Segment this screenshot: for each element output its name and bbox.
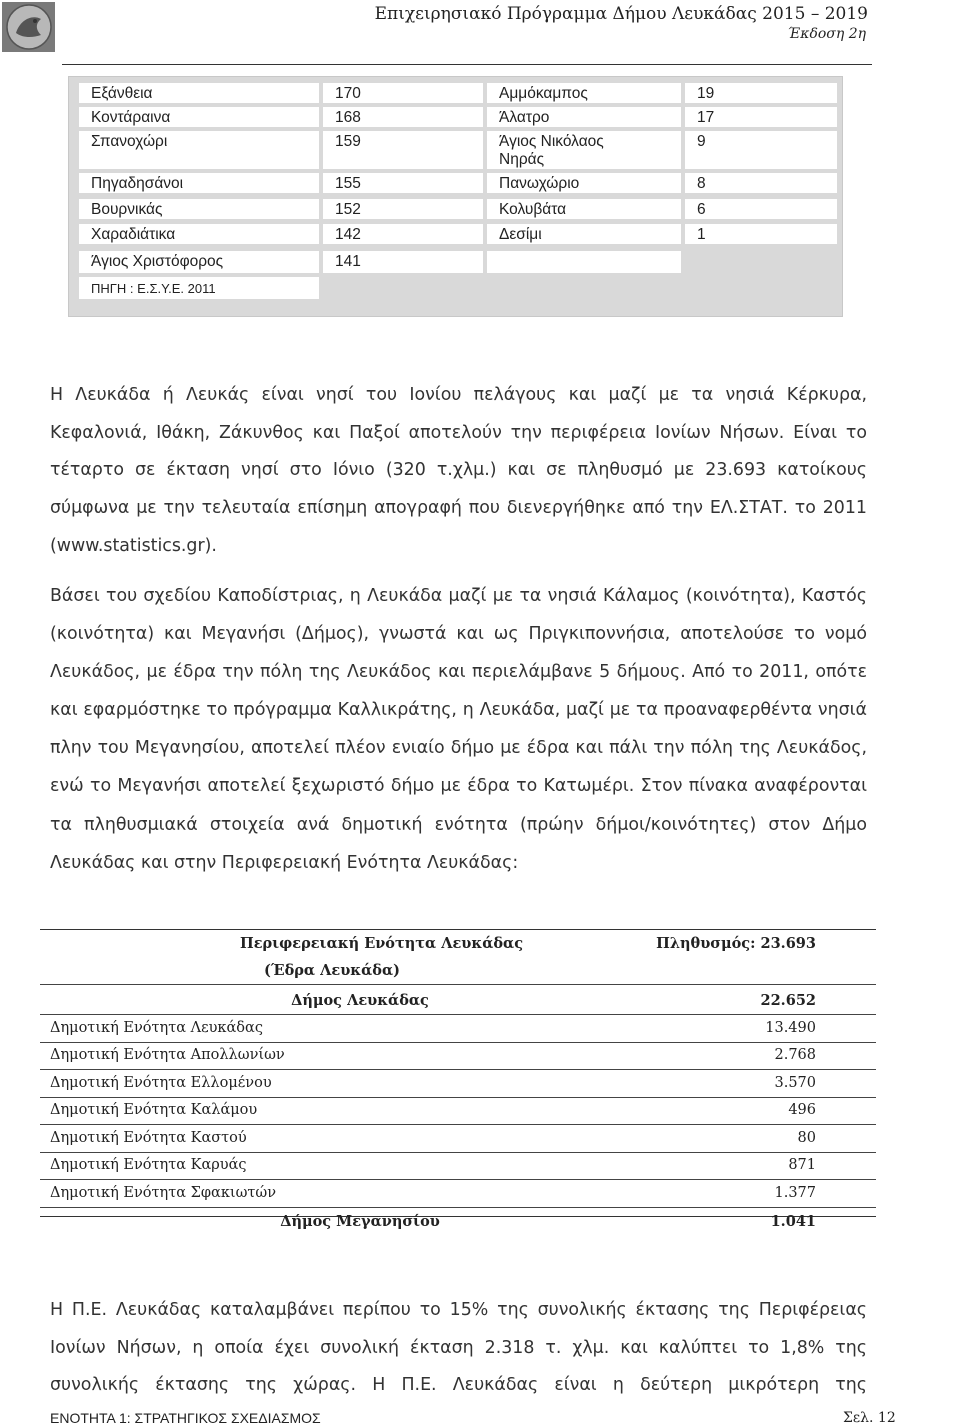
settlement-population: 19 [685,83,837,103]
municipality-meganisi-value: 1.041 [770,1213,816,1230]
unit-row [40,1180,876,1208]
coin-logo [2,2,55,52]
unit-name: Δημοτική Ενότητα Καρυάς [50,1157,247,1173]
settlement-name: Χαραδιάτικα [79,224,319,244]
unit-value: 2.768 [774,1047,816,1063]
settlement-name: Δεσίμι [487,224,681,244]
settlement-population: 159 [323,131,483,169]
settlement-population: 1 [685,224,837,244]
unit-name: Δημοτική Ενότητα Καστού [50,1130,247,1146]
municipality-row [40,1208,876,1235]
region-title: Περιφερειακή Ενότητα Λευκάδας [240,935,524,952]
settlement-population: 152 [323,199,483,219]
unit-value: 80 [797,1130,816,1146]
settlement-population: 142 [323,224,483,244]
settlement-population: 155 [323,173,483,193]
unit-row [40,1097,876,1125]
municipality-lefkada-value: 22.652 [760,992,816,1009]
unit-value: 1.377 [774,1185,816,1201]
unit-row [40,1015,876,1043]
paragraph-kapodistrias: Βάσει του σχεδίου Καποδίστριας, η Λευκάδα μαζί με τα νησιά Κάλαμος (κοινότητα), Καστός (κοινότητα) και Μεγανήσι (Δήμος), γνωστά και ως Πριγκιποννήσια, αποτελούσε το νομό Λευκάδος, με έδρα την πόλη της Λευκάδος και περιελάμβανε 5 δήμους. Από το 2011, οπότε και εφαρμόστηκε το πρόγραμμα Καλλικράτης, η Λευκάδα, μαζί με τα προαναφερθέντα νησιά πλην του Μεγανησίου, αποτελεί πλέον ενιαίο δήμο με έδρα και πάλι την πόλη της Λευκάδος, ενώ το Μεγανήσι αποτελεί ξεχωριστό δήμο με έδρα το Κατωμέρι. Στον πίνακα αναφέρονται τα πληθυσμιακά στοιχεία ανά δημοτική ενότητα (πρώην δήμοι/κοινότητες) στον Δήμο Λευκάδας και στην Περιφερειακή Ενότητα Λευκάδας: [50,586,867,873]
settlement-name: Άγιος Νικόλαος Νηράς [487,131,681,169]
footer-section: ΕΝΟΤΗΤΑ 1: ΣΤΡΑΤΗΓΙΚΟΣ ΣΧΕΔΙΑΣΜΟΣ [50,1410,321,1426]
unit-row [40,1125,876,1153]
settlement-name: Σπανοχώρι [79,131,319,169]
settlement-population: 168 [323,107,483,127]
unit-name: Δημοτική Ενότητα Λευκάδας [50,1020,263,1036]
header-divider [62,64,872,65]
settlements-table [68,76,843,317]
header-title: Επιχειρησιακό Πρόγραμμα Δήμου Λευκάδας 2015 – 2019 [374,4,868,24]
unit-value: 496 [788,1102,816,1118]
unit-row [40,1042,876,1070]
settlement-name: Βουρνικάς [79,199,319,219]
unit-name: Δημοτική Ενότητα Ελλομένου [50,1075,272,1091]
coin-logo-icon [2,2,55,52]
unit-name: Δημοτική Ενότητα Σφακιωτών [50,1185,277,1201]
settlement-population: 170 [323,83,483,103]
region-population: Πληθυσμός: 23.693 [656,935,816,952]
region-seat-row [40,957,876,985]
settlement-name: Κολυβάτα [487,199,681,219]
settlement-name: Πανωχώριο [487,173,681,193]
table-source: ΠΗΓΗ : Ε.Σ.Υ.Ε. 2011 [79,277,319,299]
municipality-lefkada-name: Δήμος Λευκάδας [291,992,429,1009]
population-table [40,929,876,1230]
settlement-population: 9 [685,131,837,169]
settlement-name: Αμμόκαμπος [487,83,681,103]
paragraph-lefkada-intro: Η Λευκάδα ή Λευκάς είναι νησί του Ιονίου πελάγους και μαζί με τα νησιά Κέρκυρα, Κεφαλονιά, Ιθάκη, Ζάκυνθος και Παξοί αποτελούν την περιφέρεια Ιονίων Νήσων. Είναι το τέταρτο σε έκταση νησί στο Ιόνιο (320 τ.χλμ.) και σε πληθυσμό με 23.693 κατοίκους σύμφωνα με την τελευταία επίσημη απογραφή που διενεργήθηκε από την ΕΛ.ΣΤΑΤ. το 2011 (www.statistics.gr). [50,385,867,556]
unit-value: 3.570 [774,1075,816,1091]
settlement-name: Πηγαδησάνοι [79,173,319,193]
settlement-name: Άγιος Χριστόφορος [79,251,319,273]
municipality-meganisi-name: Δήμος Μεγανησίου [280,1213,440,1230]
settlement-name: Εξάνθεια [79,83,319,103]
footer-page-number: Σελ. 12 [843,1410,896,1426]
settlement-population: 6 [685,199,837,219]
header-edition: Έκδοση 2η [787,26,866,42]
unit-value: 871 [788,1157,816,1173]
settlement-name: Κοντάραινα [79,107,319,127]
unit-name: Δημοτική Ενότητα Καλάμου [50,1102,258,1118]
settlement-population: 141 [323,251,483,273]
unit-value: 13.490 [765,1020,816,1036]
paragraph-area: Η Π.Ε. Λευκάδας καταλαμβάνει περίπου το 15% της συνολικής έκτασης της Περιφέρειας Ιονίων Νήσων, η οποία έχει συνολική έκταση 2.318 τ. χλμ. και καλύπτει το 1,8% της συνολικής έκτασης της χώρας. Η Π.Ε. Λευκάδας είναι η δεύτερη μικρότερη της [50,1300,867,1395]
unit-row [40,1152,876,1180]
settlement-name-empty [487,251,681,273]
municipality-row [40,987,876,1015]
settlement-population: 17 [685,107,837,127]
region-row [40,930,876,957]
settlement-name: Άλατρο [487,107,681,127]
region-seat: (Έδρα Λευκάδα) [264,962,400,979]
settlement-population: 8 [685,173,837,193]
unit-row [40,1070,876,1098]
unit-name: Δημοτική Ενότητα Απολλωνίων [50,1047,285,1063]
